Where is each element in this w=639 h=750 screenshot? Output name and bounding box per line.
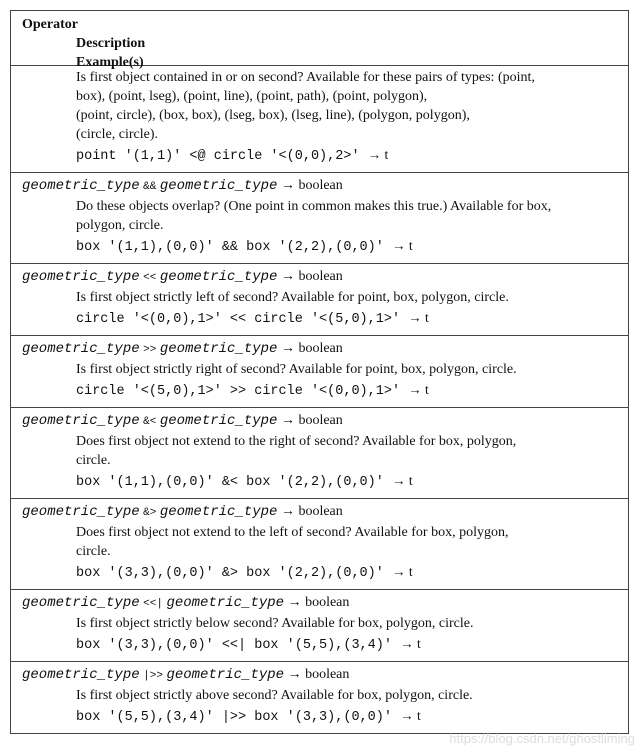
header-operator: Operator — [22, 17, 78, 32]
operator-signature: geometric_type <<| geometric_type → boolean — [22, 595, 350, 611]
row-description: Does first object not extend to the left of second? Available for box, polygon, circle. — [76, 525, 509, 559]
operator-signature: geometric_type &< geometric_type → boolean — [22, 413, 343, 429]
row-description: Does first object not extend to the right of second? Available for box, polygon, circle. — [76, 434, 517, 468]
header-description: Description — [76, 36, 146, 51]
operator-signature: geometric_type >> geometric_type → boolean — [22, 341, 343, 357]
table-row — [11, 173, 628, 264]
row-example: box '(1,1),(0,0)' &< box '(2,2),(0,0)' → t — [76, 473, 413, 490]
table-row — [11, 590, 628, 662]
row-example: box '(1,1),(0,0)' && box '(2,2),(0,0)' → t — [76, 238, 413, 255]
operator-table — [10, 10, 629, 734]
operator-signature: geometric_type << geometric_type → boolean — [22, 269, 343, 285]
table-row — [11, 66, 628, 173]
row-description: Is first object strictly right of second? Available for point, box, polygon, circle. — [76, 362, 517, 377]
header-examples: Example(s) — [76, 55, 144, 70]
table-header — [11, 11, 628, 70]
table-row — [11, 662, 628, 734]
operator-signature: geometric_type &> geometric_type → boolean — [22, 504, 343, 520]
row-example: point '(1,1)' <@ circle '<(0,0),2>' → t — [76, 147, 389, 164]
table-row — [11, 499, 628, 590]
row-example: box '(3,3),(0,0)' &> box '(2,2),(0,0)' → t — [76, 564, 413, 581]
row-example: circle '<(0,0),1>' << circle '<(5,0),1>' → t — [76, 310, 429, 327]
row-description: Is first object strictly left of second? Available for point, box, polygon, circle. — [76, 290, 509, 305]
operator-signature: geometric_type && geometric_type → boolean — [22, 178, 343, 194]
operator-signature: geometric_type |>> geometric_type → boolean — [22, 667, 350, 683]
row-description: Do these objects overlap? (One point in common makes this true.) Available for box, polygon, circle. — [76, 199, 552, 233]
table-row — [11, 408, 628, 499]
row-description: Is first object contained in or on second? Available for these pairs of types: (point, box), (point, lseg), (point, line), (point, path), (point, polygon), (point, circle), (box, box), (lseg, box), (lseg, line), (polygon, polygon), (circle, circle). — [76, 70, 535, 142]
watermark: https://blog.csdn.net/ghostliming — [449, 731, 635, 746]
row-example: box '(3,3),(0,0)' <<| box '(5,5),(3,4)' → t — [76, 636, 421, 653]
row-example: circle '<(5,0),1>' >> circle '<(0,0),1>' → t — [76, 382, 429, 399]
row-example: box '(5,5),(3,4)' |>> box '(3,3),(0,0)' → t — [76, 708, 421, 725]
table-row — [11, 264, 628, 336]
table-row — [11, 336, 628, 408]
row-description: Is first object strictly above second? Available for box, polygon, circle. — [76, 688, 473, 703]
row-description: Is first object strictly below second? Available for box, polygon, circle. — [76, 616, 474, 631]
